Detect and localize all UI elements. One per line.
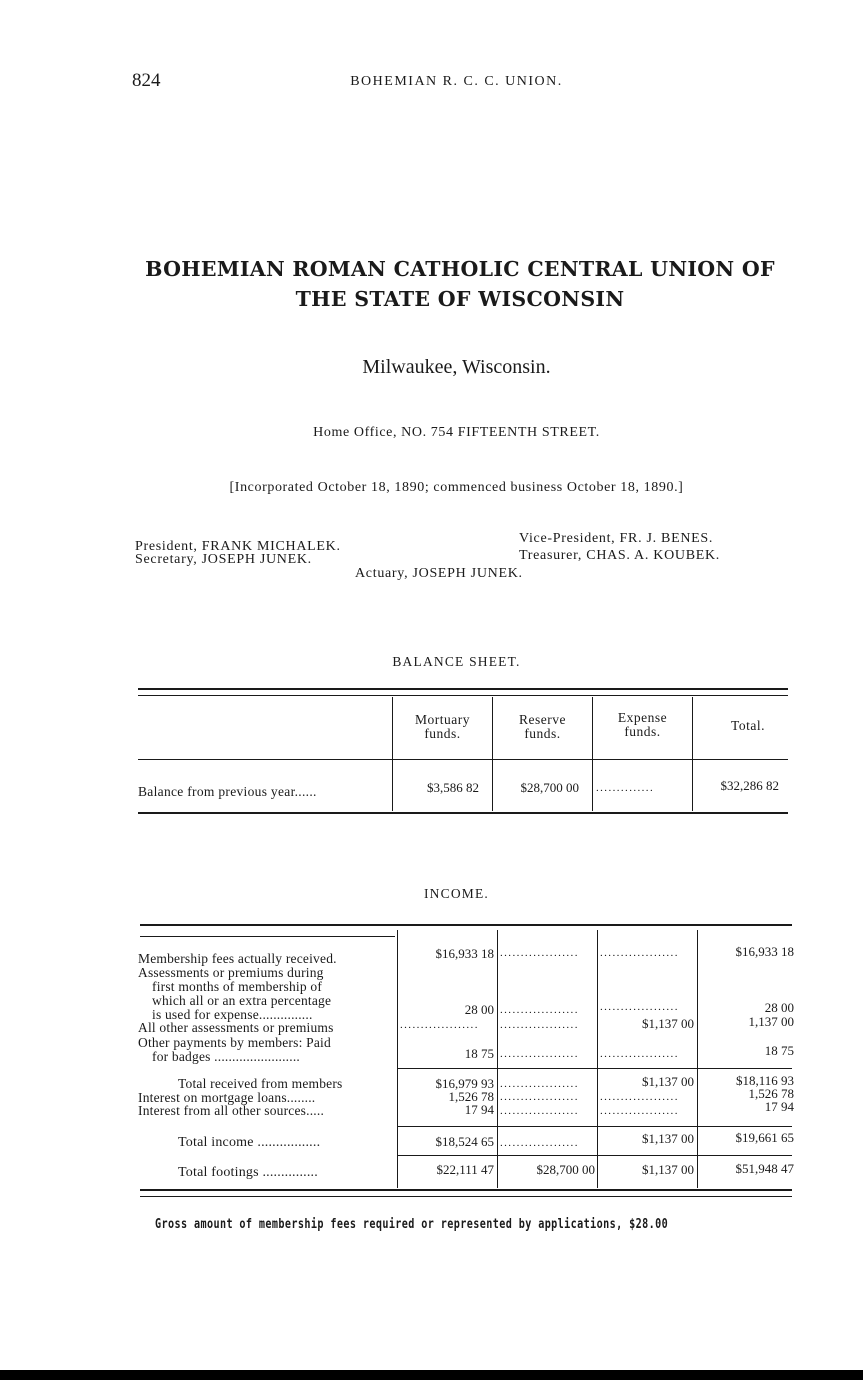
table-rule <box>138 695 788 696</box>
officer-secretary: Secretary, JOSEPH JUNEK. <box>135 552 312 567</box>
subtotal-rule <box>398 1155 792 1156</box>
column-header-expense: Expense funds. <box>617 710 668 739</box>
total-footings-mortuary: $22,111 47 <box>436 1162 494 1177</box>
income-label-assessments: Assessments or premiums during <box>138 965 324 980</box>
dot-leader: ................... <box>600 1105 679 1117</box>
dot-leader: ................... <box>400 1019 479 1031</box>
running-title: BOHEMIAN R. C. C. UNION. <box>350 74 563 89</box>
table-rule <box>138 759 788 760</box>
column-divider <box>697 930 698 1188</box>
total-received-expense: $1,137 00 <box>642 1074 694 1089</box>
dot-leader: ................... <box>600 1001 679 1013</box>
dot-leader: ................... <box>600 947 679 959</box>
total-footings-expense: $1,137 00 <box>642 1162 694 1177</box>
column-divider <box>497 930 498 1188</box>
income-heading: INCOME. <box>423 886 490 901</box>
interest-other-total: 17 94 <box>764 1099 794 1114</box>
all-other-total: 1,137 00 <box>748 1014 794 1029</box>
total-footings-total: $51,948 47 <box>735 1161 794 1176</box>
dot-leader: ................... <box>600 1091 679 1103</box>
assessments-mortuary: 28 00 <box>464 1002 494 1017</box>
badges-mortuary: 18 75 <box>464 1046 494 1061</box>
balance-total: $32,286 82 <box>720 778 779 793</box>
income-label-all-other: All other assessments or premiums <box>138 1020 334 1035</box>
officer-actuary: Actuary, JOSEPH JUNEK. <box>355 566 523 581</box>
subtotal-rule <box>398 1068 792 1069</box>
dot-leader: ................... <box>500 1105 579 1117</box>
dot-leader: ................... <box>500 1004 579 1016</box>
subtotal-rule <box>398 1126 792 1127</box>
title-line-2: THE STATE OF WISCONSIN <box>295 287 625 311</box>
column-header-reserve: Reserve funds. <box>519 712 566 741</box>
total-income-expense: $1,137 00 <box>642 1131 694 1146</box>
income-label-interest-mortgage: Interest on mortgage loans........ <box>138 1090 316 1105</box>
income-label-total-received: Total received from members <box>178 1076 343 1091</box>
income-label-assessments: which all or an extra percentage <box>152 993 332 1008</box>
total-received-mortuary: $16,979 93 <box>435 1076 494 1091</box>
dot-leader: ................... <box>500 947 579 959</box>
column-header-total: Total. <box>731 718 765 733</box>
table-rule <box>138 688 788 690</box>
dot-leader: ................... <box>500 1137 579 1149</box>
interest-mortgage-mortuary: 1,526 78 <box>448 1089 494 1104</box>
balance-expense: .............. <box>596 782 655 794</box>
income-label-total-income: Total income ................. <box>178 1135 321 1150</box>
income-label-assessments: first months of membership of <box>152 979 323 994</box>
interest-mortgage-total: 1,526 78 <box>748 1086 794 1101</box>
page-number: 824 <box>132 70 161 91</box>
balance-reserve: $28,700 00 <box>520 780 579 795</box>
column-header-mortuary: Mortuary funds. <box>415 712 470 741</box>
badges-total: 18 75 <box>764 1043 794 1058</box>
officer-president: President, FRANK MICHALEK. <box>135 539 341 554</box>
footnote: Gross amount of membership fees required or represented by applications, $28.00 <box>155 1217 669 1232</box>
officer-treasurer: Treasurer, CHAS. A. KOUBEK. <box>519 548 720 563</box>
membership-fees-total: $16,933 18 <box>735 944 794 959</box>
dot-leader: ................... <box>500 1019 579 1031</box>
dot-leader: ................... <box>500 1048 579 1060</box>
balance-sheet-heading: BALANCE SHEET. <box>392 654 521 669</box>
table-rule <box>140 936 395 937</box>
officer-vice-president: Vice-President, FR. J. BENES. <box>519 531 714 546</box>
page-title <box>100 254 820 314</box>
income-label-membership-fees: Membership fees actually received. <box>138 951 337 966</box>
income-label-assessments: is used for expense............... <box>152 1007 313 1022</box>
city-line: Milwaukee, Wisconsin. <box>362 356 551 378</box>
total-income-mortuary: $18,524 65 <box>435 1134 494 1149</box>
table-rule <box>138 812 788 814</box>
balance-mortuary: $3,586 82 <box>427 780 479 795</box>
membership-fees-mortuary: $16,933 18 <box>435 946 494 961</box>
table-rule <box>140 1189 792 1191</box>
balance-row-label: Balance from previous year...... <box>138 784 317 799</box>
table-rule <box>140 1196 792 1197</box>
income-label-interest-other: Interest from all other sources..... <box>138 1103 325 1118</box>
interest-other-mortuary: 17 94 <box>464 1102 494 1117</box>
incorporation-line: [Incorporated October 18, 1890; commenced business October 18, 1890.] <box>229 480 684 495</box>
home-office-line: Home Office, NO. 754 FIFTEENTH STREET. <box>313 425 600 440</box>
total-received-total: $18,116 93 <box>735 1073 794 1088</box>
assessments-total: 28 00 <box>764 1000 794 1015</box>
all-other-expense: $1,137 00 <box>642 1016 694 1031</box>
income-label-total-footings: Total footings ............... <box>178 1165 318 1180</box>
total-income-total: $19,661 65 <box>735 1130 794 1145</box>
dot-leader: ................... <box>500 1078 579 1090</box>
title-line-1: BOHEMIAN ROMAN CATHOLIC CENTRAL UNION OF <box>145 257 775 281</box>
table-rule <box>140 924 792 926</box>
scan-edge <box>0 1370 863 1380</box>
total-footings-reserve: $28,700 00 <box>536 1162 595 1177</box>
income-label-badges: for badges ........................ <box>152 1049 300 1064</box>
column-divider <box>597 930 598 1188</box>
income-label-other-payments: Other payments by members: Paid <box>138 1035 331 1050</box>
dot-leader: ................... <box>500 1091 579 1103</box>
dot-leader: ................... <box>600 1048 679 1060</box>
